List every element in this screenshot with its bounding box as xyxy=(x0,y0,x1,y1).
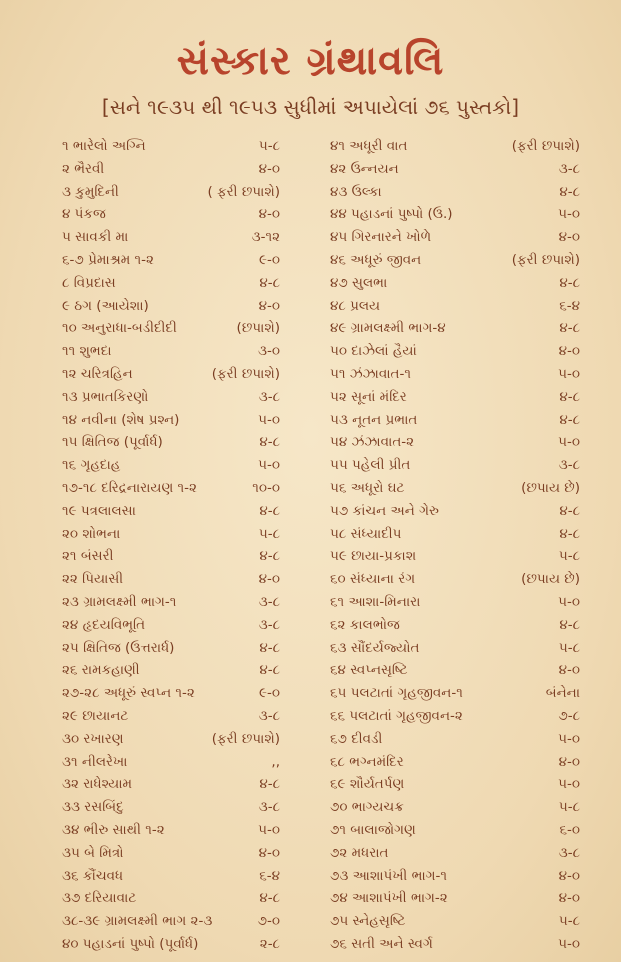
book-entry xyxy=(62,158,280,181)
book-entry xyxy=(62,933,280,956)
book-entry xyxy=(62,477,280,500)
book-price: ૬-૦ xyxy=(559,821,580,838)
book-price: ૪-૮ xyxy=(259,548,280,565)
book-title: ૬૭ દીવડી xyxy=(330,730,383,747)
book-title: ૫૯ છાયા-પ્રકાશ xyxy=(330,548,417,565)
book-entry xyxy=(330,773,580,796)
book-title: ૫૭ કાંચન અને ગેરુ xyxy=(330,502,439,519)
book-title: ૩૮-૩૯ ગ્રામલક્ષ્મી ભાગ ૨-૩ xyxy=(62,913,213,930)
book-title: ૧૫ ક્ષિતિજ (પૂર્વાર્ધ) xyxy=(62,434,163,451)
book-title: ૩૪ ભીરુ સાથી ૧-૨ xyxy=(62,821,165,838)
book-price: ૨-૮ xyxy=(259,935,280,952)
book-entry xyxy=(330,705,580,728)
book-title: ૧૬ ગૃહદાહ xyxy=(62,457,121,474)
book-entry xyxy=(330,728,580,751)
book-title: ૨૦ શોભના xyxy=(62,525,121,542)
book-entry xyxy=(330,751,580,774)
book-title: ૨૩ ગ્રામલક્ષ્મી ભાગ-૧ xyxy=(62,593,177,610)
book-entry xyxy=(62,751,280,774)
book-title: ૪૫ ગિરનારને ખોળે xyxy=(330,229,432,246)
book-title: ૬૧ આશા-મિનારા xyxy=(330,593,421,610)
book-title: ૧૧ શુભદા xyxy=(62,343,112,360)
book-entry xyxy=(330,500,580,523)
book-entry xyxy=(330,203,580,226)
book-price: ૫-૦ xyxy=(558,730,580,747)
book-entry xyxy=(62,135,280,158)
book-price: ૫-૮ xyxy=(558,799,580,816)
book-title: ૨૭-૨૮ અધૂરું સ્વપ્ન ૧-૨ xyxy=(62,685,195,702)
book-entry xyxy=(330,591,580,614)
book-price: ૭-૮ xyxy=(558,707,580,724)
book-price: ૫-૦ xyxy=(558,593,580,610)
book-price: ૪-૮ xyxy=(559,320,580,337)
book-price: ૫-૦ xyxy=(558,434,580,451)
book-title: ૪૨ ઉન્નયન xyxy=(330,160,399,177)
book-price: ૩-૦ xyxy=(258,343,280,360)
book-title: ૩૭ દરિયાવાટ xyxy=(62,890,137,907)
book-entry xyxy=(62,226,280,249)
book-price: ૪-૦ xyxy=(558,662,580,679)
book-title: ૨૧ બંસરી xyxy=(62,548,114,565)
book-title: ૬૩ સૌંદર્યજ્યોત xyxy=(330,639,420,656)
book-entry xyxy=(62,317,280,340)
book-price: (છપાશે) xyxy=(236,320,280,337)
book-price: ૪-૦ xyxy=(558,867,580,884)
book-title: ૫૬ અધૂરો ઘટ xyxy=(330,479,405,496)
book-price: ૫-૮ xyxy=(558,639,580,656)
book-entry xyxy=(330,272,580,295)
book-entry xyxy=(330,181,580,204)
book-price: ૪-૮ xyxy=(559,616,580,633)
book-title: ૧૨ ચરિત્રહિન xyxy=(62,365,133,382)
book-entry xyxy=(330,386,580,409)
book-price: ૫-૮ xyxy=(258,138,280,154)
book-title: ૩૩ રસબિંદુ xyxy=(62,799,124,816)
book-title: ૪૬ અધૂરું જીવન xyxy=(330,251,422,268)
book-entry xyxy=(62,249,280,272)
book-entry xyxy=(330,887,580,910)
book-entry xyxy=(330,910,580,933)
book-title: ૪૧ અધૂરી વાત xyxy=(330,138,408,154)
book-price: ૯-૦ xyxy=(259,685,280,702)
book-price: ૪-૦ xyxy=(258,571,280,588)
book-title: ૫૪ ઝંઝાવાત-૨ xyxy=(330,434,415,451)
book-entry xyxy=(62,454,280,477)
book-entry xyxy=(330,295,580,318)
book-entry xyxy=(62,887,280,910)
book-price: ૩-૮ xyxy=(258,388,280,405)
book-price: ,, xyxy=(271,753,280,770)
book-entry xyxy=(62,865,280,888)
book-entry xyxy=(62,181,280,204)
book-title: ૧૭-૧૮ દરિદ્રનારાયણ ૧-૨ xyxy=(62,479,197,496)
book-title: ૬૯ શૌર્યતર્પણ xyxy=(330,776,405,793)
book-price: ૪-૦ xyxy=(558,753,580,770)
book-price: (ફરી છપાશે) xyxy=(511,138,580,154)
book-entry xyxy=(330,865,580,888)
book-price: ૪-૦ xyxy=(258,844,280,861)
book-entry xyxy=(62,545,280,568)
book-title: ૬૪ સ્વપ્નસૃષ્ટિ xyxy=(330,662,408,679)
book-title: ૩૧ નીલરેખા xyxy=(62,753,128,770)
book-title: ૭૩ આશાપંખી ભાગ-૧ xyxy=(330,867,448,884)
right-column xyxy=(330,135,580,956)
book-title: ૧૪ નવીના (શેષ પ્રશ્ન) xyxy=(62,411,180,428)
book-entry xyxy=(330,317,580,340)
book-entry xyxy=(330,454,580,477)
book-title: ૪૩ ઉલ્કા xyxy=(330,183,382,200)
book-entry xyxy=(62,295,280,318)
book-entry xyxy=(62,705,280,728)
book-price: ૪-૮ xyxy=(259,434,280,451)
book-title: ૬૨ કાલભોજ xyxy=(330,616,400,633)
book-entry xyxy=(62,568,280,591)
book-entry xyxy=(330,933,580,956)
book-title: ૭૧ બાલાજોગણ xyxy=(330,821,416,838)
book-title: ૭૬ સતી અને સ્વર્ગ xyxy=(330,935,433,952)
book-price: (છપાય છે) xyxy=(521,479,580,496)
book-price: ૪-૮ xyxy=(259,639,280,656)
book-entry xyxy=(330,135,580,158)
book-price: ૩-૧૨ xyxy=(251,229,280,246)
book-entry xyxy=(62,272,280,295)
book-price: ૧૦-૦ xyxy=(252,479,280,496)
book-title: ૭૪ આશાપંખી ભાગ-૨ xyxy=(330,890,448,907)
book-title: ૬૬ પલટાતાં ગૃહજીવન-૨ xyxy=(330,707,463,724)
book-price: ૪-૦ xyxy=(558,229,580,246)
book-title: ૧ ભારેલો અગ્નિ xyxy=(62,138,146,154)
book-entry xyxy=(330,226,580,249)
book-entry xyxy=(330,158,580,181)
book-price: (ફરી છપાશે) xyxy=(511,251,580,268)
book-title: ૪૮ પ્રલય xyxy=(330,297,381,314)
book-price: ૪-૮ xyxy=(559,274,580,291)
book-title: ૮ વિપ્રદાસ xyxy=(62,274,116,291)
book-price: ૩-૮ xyxy=(258,707,280,724)
book-title: ૨ ભૈરવી xyxy=(62,160,105,177)
book-price: ૫-૦ xyxy=(558,776,580,793)
book-entry xyxy=(330,249,580,272)
book-entry xyxy=(62,409,280,432)
page-subtitle: [સને ૧૯૩૫ થી ૧૯૫૩ સુધીમાં અપાયેલાં ૭૬ પુસ્તકો] xyxy=(101,95,520,119)
book-title: ૫૩ નૂતન પ્રભાત xyxy=(330,411,418,428)
book-title: ૪૪ પહાડનાં પુષ્પો (ઉ.) xyxy=(330,206,453,223)
book-title: ૬૦ સંધ્યાના રંગ xyxy=(330,571,416,588)
book-price: ૫-૮ xyxy=(558,913,580,930)
book-price: ૫-૦ xyxy=(258,457,280,474)
book-entry xyxy=(62,386,280,409)
book-entry xyxy=(330,409,580,432)
book-title: ૭૨ મધરાત xyxy=(330,844,389,861)
book-title: ૧૦ અનુરાધા-બડીદીદી xyxy=(62,320,177,337)
book-title: ૬-૭ પ્રેમાશ્રમ ૧-૨ xyxy=(62,251,154,268)
book-title: ૪૭ સુલભા xyxy=(330,274,388,291)
book-entry xyxy=(330,637,580,660)
book-price: ૩-૮ xyxy=(558,457,580,474)
book-entry xyxy=(62,500,280,523)
book-price: ૪-૦ xyxy=(258,160,280,177)
book-entry xyxy=(330,659,580,682)
book-entry xyxy=(62,842,280,865)
book-entry xyxy=(330,568,580,591)
book-title: ૫૦ દાઝેલાં હૈયાં xyxy=(330,343,417,360)
book-entry xyxy=(330,682,580,705)
book-title: ૯ ઠગ (આયેશા) xyxy=(62,297,149,314)
book-price: ૬-૪ xyxy=(559,297,580,314)
book-entry xyxy=(62,637,280,660)
book-title: ૨૬ રામકહાણી xyxy=(62,662,140,679)
book-title: ૭૦ ભાગ્યચક્ર xyxy=(330,799,404,816)
book-price: ૩-૮ xyxy=(558,160,580,177)
book-price: ૫-૦ xyxy=(258,821,280,838)
book-title: ૫૫ પહેલી પ્રીત xyxy=(330,457,411,474)
book-price: ૪-૦ xyxy=(558,890,580,907)
book-title: ૪૯ ગ્રામલક્ષ્મી ભાગ-૪ xyxy=(330,320,446,337)
book-price: ૪-૮ xyxy=(559,411,580,428)
book-price: ૫-૮ xyxy=(258,525,280,542)
book-price: ૪-૮ xyxy=(559,525,580,542)
book-price: ૩-૮ xyxy=(558,844,580,861)
book-title: ૩૬ કૌંચવધ xyxy=(62,867,124,884)
book-price: ૪-૮ xyxy=(559,183,580,200)
book-entry xyxy=(62,431,280,454)
book-entry xyxy=(62,796,280,819)
book-entry xyxy=(330,523,580,546)
book-price: ૭-૦ xyxy=(257,913,280,930)
book-entry xyxy=(330,545,580,568)
book-entry xyxy=(62,819,280,842)
book-entry xyxy=(330,819,580,842)
book-title: ૨૯ છાયાનટ xyxy=(62,707,129,724)
book-entry xyxy=(62,363,280,386)
book-title: ૫૧ ઝંઝાવાત-૧ xyxy=(330,365,411,382)
book-price: ૪-૮ xyxy=(559,502,580,519)
book-entry xyxy=(62,728,280,751)
book-price: ૪-૮ xyxy=(259,274,280,291)
book-price: ૩-૮ xyxy=(258,799,280,816)
book-title: ૩૨ રાધેશ્યામ xyxy=(62,776,133,793)
book-title: ૧૩ પ્રભાતકિરણો xyxy=(62,388,149,405)
book-price: ૪-૦ xyxy=(258,297,280,314)
book-title: ૭૫ સ્નેહસૃષ્ટિ xyxy=(330,913,406,930)
book-price: ૩-૮ xyxy=(258,593,280,610)
book-entry xyxy=(62,773,280,796)
book-entry xyxy=(62,591,280,614)
page-title: સંસ્કાર ગ્રંથાવલિ xyxy=(176,38,445,84)
book-title: ૩ કુમુદિની xyxy=(62,183,119,200)
book-title: ૪૦ પહાડનાં પુષ્પો (પૂર્વાર્ધ) xyxy=(62,935,199,952)
book-entry xyxy=(62,659,280,682)
book-entry xyxy=(62,682,280,705)
book-price: બંનેના xyxy=(545,685,580,702)
book-price: ૪-૮ xyxy=(259,890,280,907)
book-entry xyxy=(330,842,580,865)
book-price: ( ફરી છપાશે) xyxy=(207,183,280,200)
book-title: ૫૨ સૂનાં મંદિર xyxy=(330,388,407,405)
book-price: ૯-૦ xyxy=(259,251,280,268)
book-title: ૫૮ સંધ્યાદીપ xyxy=(330,525,402,542)
book-entry xyxy=(330,477,580,500)
book-title: ૨૪ હૃદયવિભૂતિ xyxy=(62,616,146,633)
book-entry xyxy=(62,203,280,226)
book-entry xyxy=(330,431,580,454)
book-title: ૬૮ ભગ્નમંદિર xyxy=(330,753,404,770)
book-price: ૪-૦ xyxy=(558,343,580,360)
book-price: ૫-૮ xyxy=(558,548,580,565)
book-price: (ફરી છપાશે) xyxy=(211,730,280,747)
book-price: ૪-૮ xyxy=(259,662,280,679)
book-price: ૬-૪ xyxy=(259,867,280,884)
book-entry xyxy=(330,340,580,363)
book-title: ૨૨ પિયાસી xyxy=(62,571,124,588)
book-price: ૪-૮ xyxy=(259,502,280,519)
book-title: ૩૫ બે મિત્રો xyxy=(62,844,124,861)
book-price: ૩-૮ xyxy=(258,616,280,633)
left-column xyxy=(62,135,280,956)
book-entry xyxy=(330,796,580,819)
book-title: ૧૯ પત્રલાલસા xyxy=(62,502,136,519)
book-title: ૩૦ રખારણ xyxy=(62,730,124,747)
book-price: ૪-૦ xyxy=(258,206,280,223)
book-entry xyxy=(330,614,580,637)
book-entry xyxy=(62,340,280,363)
book-price: ૪-૮ xyxy=(259,776,280,793)
book-title: ૨૫ ક્ષિતિજ (ઉત્તરાર્ધ) xyxy=(62,639,175,656)
book-price: ૪-૮ xyxy=(559,388,580,405)
book-price: (છપાય છે) xyxy=(521,571,580,588)
book-price: ૫-૦ xyxy=(558,206,580,223)
book-price: ૫-૦ xyxy=(558,365,580,382)
book-title: ૫ સાવકી મા xyxy=(62,229,129,246)
book-entry xyxy=(62,523,280,546)
book-entry xyxy=(62,910,280,933)
book-price: ૫-૦ xyxy=(558,935,580,952)
book-entry xyxy=(330,363,580,386)
book-title: ૪ પંકજ xyxy=(62,206,106,223)
book-price: (ફરી છપાશે) xyxy=(211,365,280,382)
book-entry xyxy=(62,614,280,637)
book-price: ૫-૦ xyxy=(258,411,280,428)
book-title: ૬૫ પલટાતાં ગૃહજીવન-૧ xyxy=(330,685,463,702)
